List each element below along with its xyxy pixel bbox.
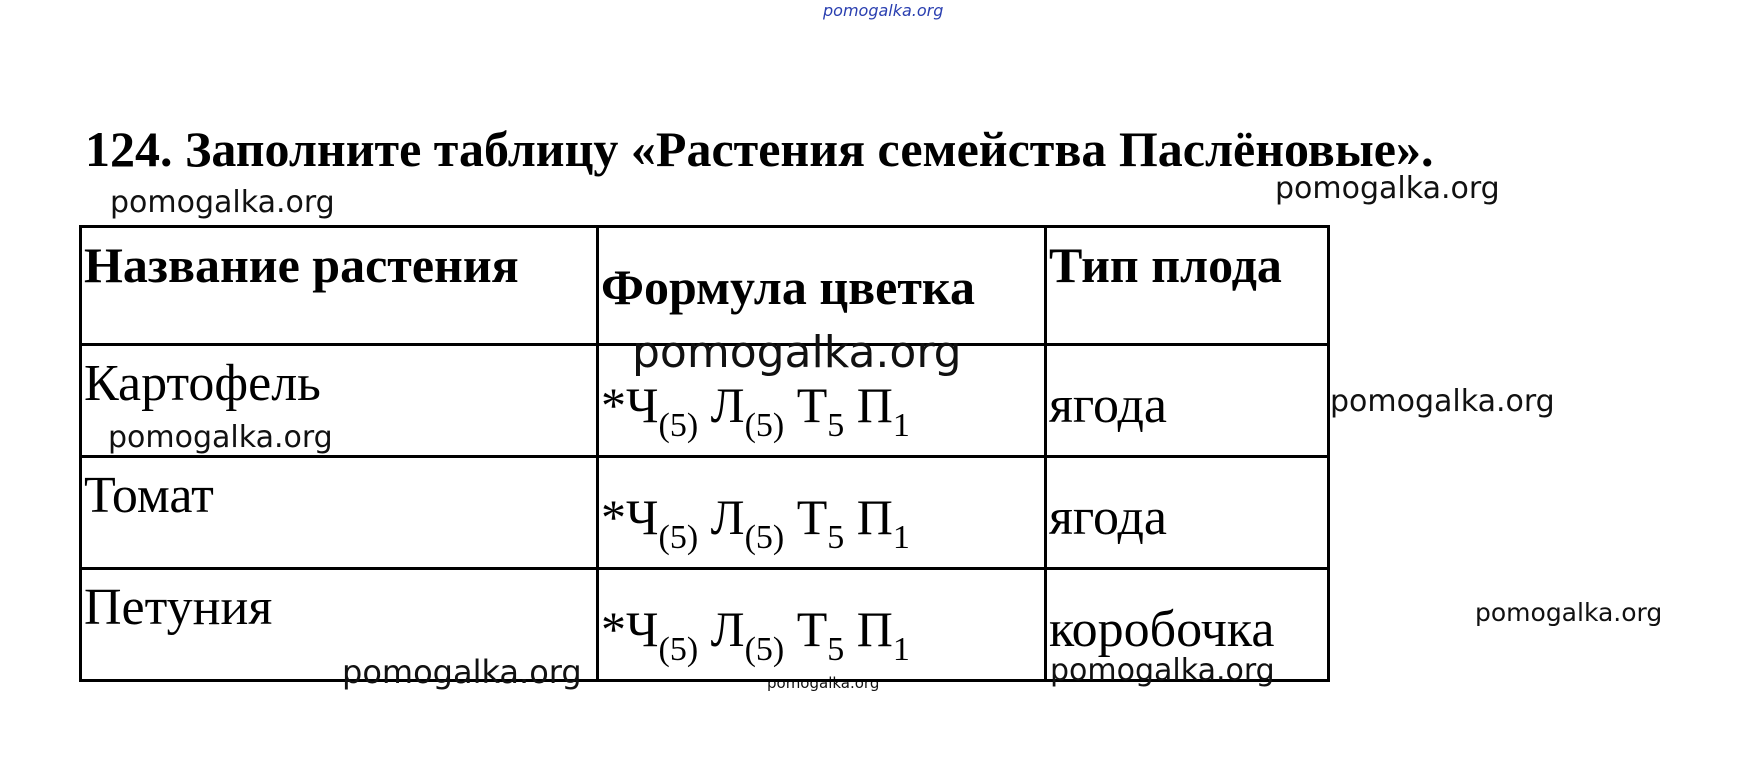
flower-formula-cell — [598, 569, 1046, 681]
actinomorphic-symbol: * — [601, 489, 626, 545]
sepals-symbol: Ч — [626, 377, 659, 433]
watermark: pomogalka.org — [1275, 171, 1500, 206]
pistil-symbol: П — [856, 377, 893, 433]
watermark: pomogalka.org — [823, 1, 944, 20]
stamens-count: 5 — [827, 407, 845, 444]
actinomorphic-symbol: * — [601, 601, 626, 657]
stamens-symbol: Т — [796, 489, 828, 545]
watermark: pomogalka.org — [108, 420, 333, 455]
stamens-count: 5 — [827, 519, 845, 556]
sepals-count: (5) — [658, 407, 699, 444]
flower-formula-cell — [598, 457, 1046, 569]
watermark: pomogalka.org — [767, 674, 880, 692]
header-plant-name: Название растения — [81, 227, 598, 345]
watermark: pomogalka.org — [1330, 384, 1555, 419]
sepals-count: (5) — [658, 519, 699, 556]
pistil-count: 1 — [892, 519, 910, 556]
exercise-title: 124. Заполните таблицу «Растения семейства Паслёновые». — [85, 121, 1434, 177]
flower-formula — [601, 570, 1042, 669]
actinomorphic-symbol: * — [601, 377, 626, 433]
fruit-type: ягода — [1049, 489, 1167, 546]
petals-count: (5) — [744, 407, 785, 444]
stamens-symbol: Т — [796, 377, 828, 433]
fruit-type-cell — [1046, 457, 1329, 569]
fruit-type-cell — [1046, 345, 1329, 457]
pistil-symbol: П — [856, 489, 893, 545]
pistil-symbol: П — [856, 601, 893, 657]
petals-symbol: Л — [710, 377, 745, 433]
petals-symbol: Л — [710, 601, 745, 657]
flower-formula — [601, 458, 1042, 557]
header-fruit-type: Тип плода — [1046, 227, 1329, 345]
petals-symbol: Л — [710, 489, 745, 545]
stamens-count: 5 — [827, 631, 845, 668]
plant-name: Петуния — [84, 579, 273, 636]
plant-name: Томат — [84, 467, 214, 524]
petals-count: (5) — [744, 519, 785, 556]
pistil-count: 1 — [892, 631, 910, 668]
table-row — [81, 457, 1329, 569]
watermark: pomogalka.org — [1475, 598, 1663, 627]
plant-name: Картофель — [84, 355, 321, 412]
fruit-type: коробочка — [1049, 601, 1275, 658]
pistil-count: 1 — [892, 407, 910, 444]
watermark: pomogalka.org — [1050, 653, 1275, 688]
petals-count: (5) — [744, 631, 785, 668]
plant-name-cell — [81, 457, 598, 569]
fruit-type: ягода — [1049, 377, 1167, 434]
header-flower-formula: Формула цветка — [598, 227, 1046, 345]
watermark: pomogalka.org — [342, 653, 582, 691]
watermark: pomogalka.org — [110, 185, 335, 220]
sepals-symbol: Ч — [626, 489, 659, 545]
stamens-symbol: Т — [796, 601, 828, 657]
watermark: pomogalka.org — [632, 327, 962, 378]
plant-name-cell — [81, 345, 598, 457]
sepals-count: (5) — [658, 631, 699, 668]
sepals-symbol: Ч — [626, 601, 659, 657]
plants-table — [79, 225, 1330, 682]
